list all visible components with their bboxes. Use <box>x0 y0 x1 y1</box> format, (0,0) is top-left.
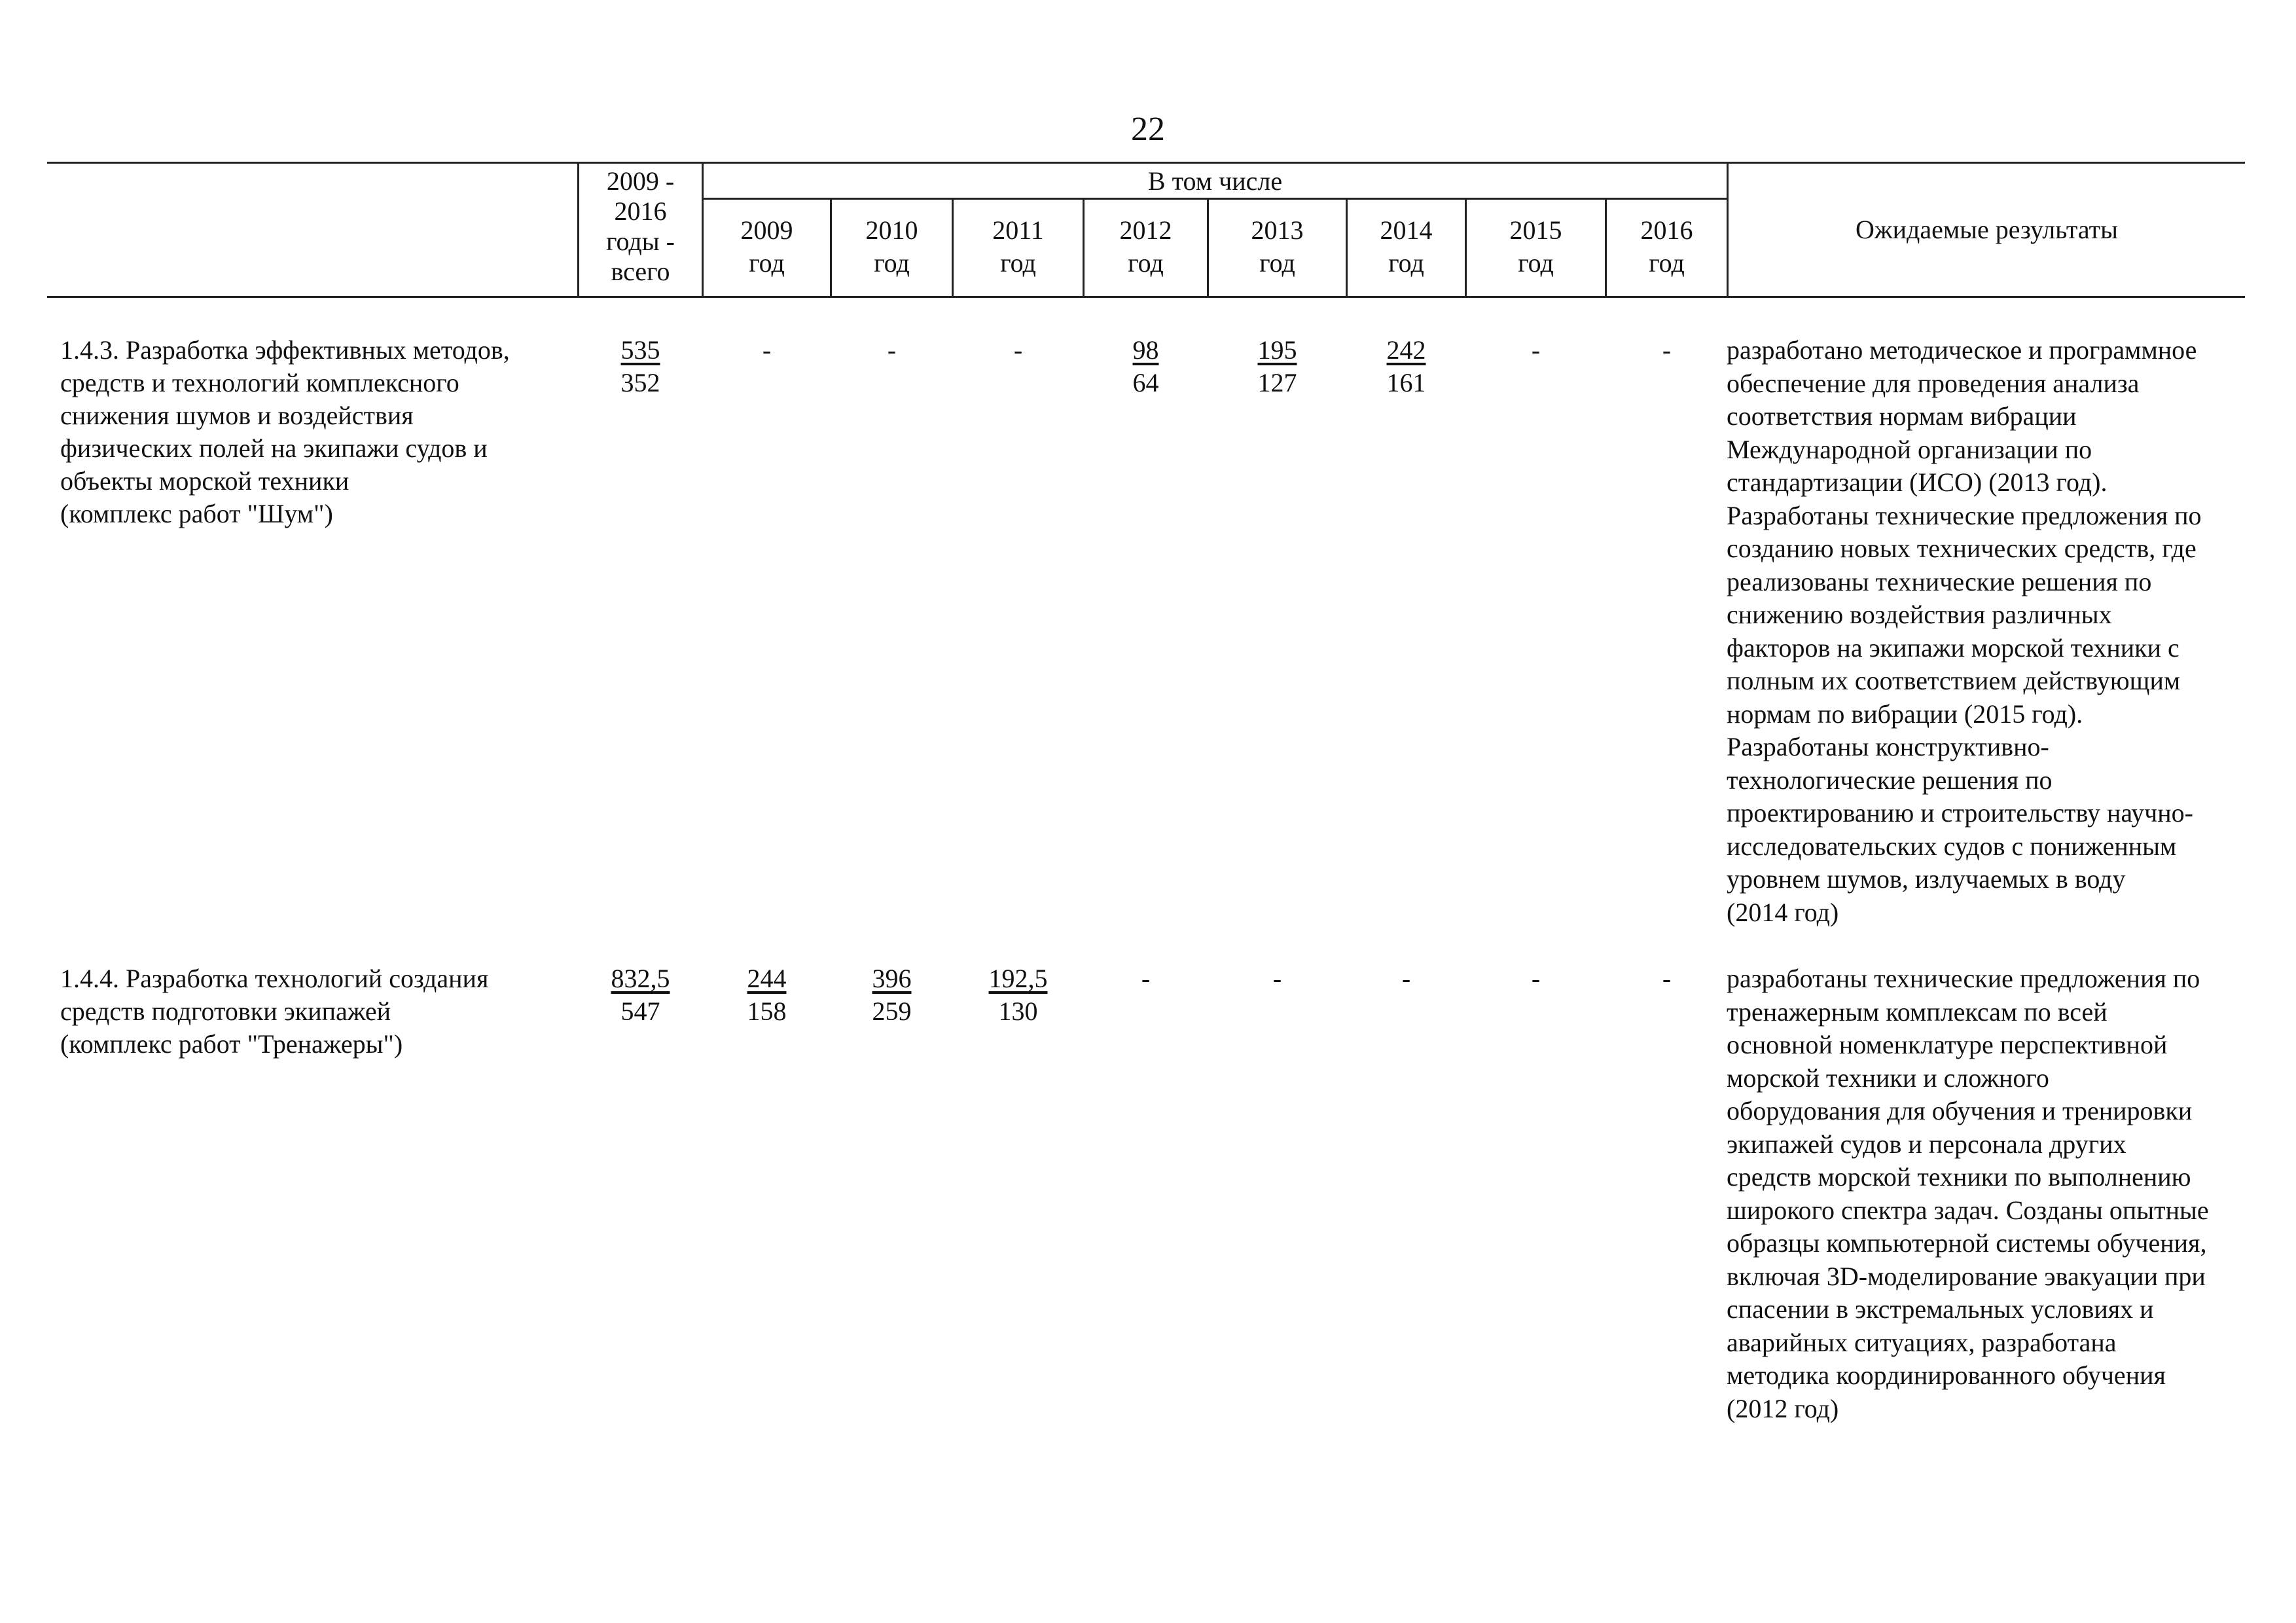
header-year-2012: 2012 год <box>1119 215 1172 278</box>
value-2014: - <box>1401 964 1411 993</box>
row-expected-result: разработано методическое и программное обеспечение для проведения анализа соответствия нормам вибрации Международной организации по стандартизации (ИСО) (2013 год). Разработаны технические предложения по созданию новых технических средств, где реализованы технические решения по снижению воздействия различных факторов на экипажи морской техники с полным их соответствием действующим нормам по вибрации (2015 год). Разработаны конструктивно- технологические решения по проектированию и строительству научно- исследовательских судов с пониженным уровнем шумов, излучаемых в воду (2014 год) <box>1727 335 2202 927</box>
value-2011: - <box>1013 335 1023 365</box>
header-year-2013: 2013 год <box>1251 215 1304 278</box>
value-2014: 242 161 <box>1386 335 1426 397</box>
value-2012: - <box>1141 964 1151 993</box>
total-amount: 832,5 <box>611 964 670 993</box>
federal-budget-amount: 352 <box>620 368 660 397</box>
header-year-2011: 2011 год <box>992 215 1044 278</box>
row-expected-result: разработаны технические предложения по тренажерным комплексам по всей основной номенклатуре перспективной морской техники и сложного оборудования для обучения и тренировки экипажей судов и персонала других средств морской техники по выполнению широкого спектра задач. Созданы опытные образцы компьютерной системы обучения, включая 3D-моделирование эвакуации при спасении в экстремальных условиях и аварийных ситуациях, разработана методика координированного обучения (2012 год) <box>1727 964 2209 1423</box>
row-title: 1.4.4. Разработка технологий создания средств подготовки экипажей (комплекс работ "Тренажеры") <box>60 964 489 1059</box>
header-bottom-rule <box>47 296 2245 298</box>
value-2010: - <box>887 335 897 365</box>
value-2011: 192,5 130 <box>988 964 1048 1026</box>
header-expected-results: Ожидаемые результаты <box>1856 215 2118 244</box>
value-2015: - <box>1531 964 1541 993</box>
header-year-2010: 2010 год <box>865 215 918 278</box>
value-2015: - <box>1531 335 1541 365</box>
value-2009: 244 158 <box>747 964 787 1026</box>
including-subheader-rule <box>702 198 1727 200</box>
row-title: 1.4.3. Разработка эффективных методов, средств и технологий комплексного снижения шумов и воздействия физических полей на экипажи судов и объекты морской техники (комплекс работ "Шум") <box>60 335 510 528</box>
value-2012: 98 64 <box>1132 335 1159 397</box>
value-2016: - <box>1662 964 1672 993</box>
federal-budget-amount: 547 <box>620 996 660 1026</box>
value-2013: 195 127 <box>1257 335 1297 397</box>
value-2010: 396 259 <box>872 964 912 1026</box>
header-year-2014: 2014 год <box>1380 215 1433 278</box>
page-number: 22 <box>1131 111 1165 148</box>
header-year-2016: 2016 год <box>1640 215 1693 278</box>
header-year-2009: 2009 год <box>740 215 793 278</box>
value-2009: - <box>762 335 772 365</box>
value-2016: - <box>1662 335 1672 365</box>
table-top-rule <box>47 162 2245 164</box>
header-year-2015: 2015 год <box>1509 215 1562 278</box>
total-amount: 535 <box>620 335 660 365</box>
value-2013: - <box>1272 964 1282 993</box>
header-including: В том числе <box>1147 166 1283 196</box>
row-total <box>579 962 702 1028</box>
row-total <box>579 334 702 399</box>
header-total-years: 2009 - 2016 годы - всего <box>606 166 675 286</box>
